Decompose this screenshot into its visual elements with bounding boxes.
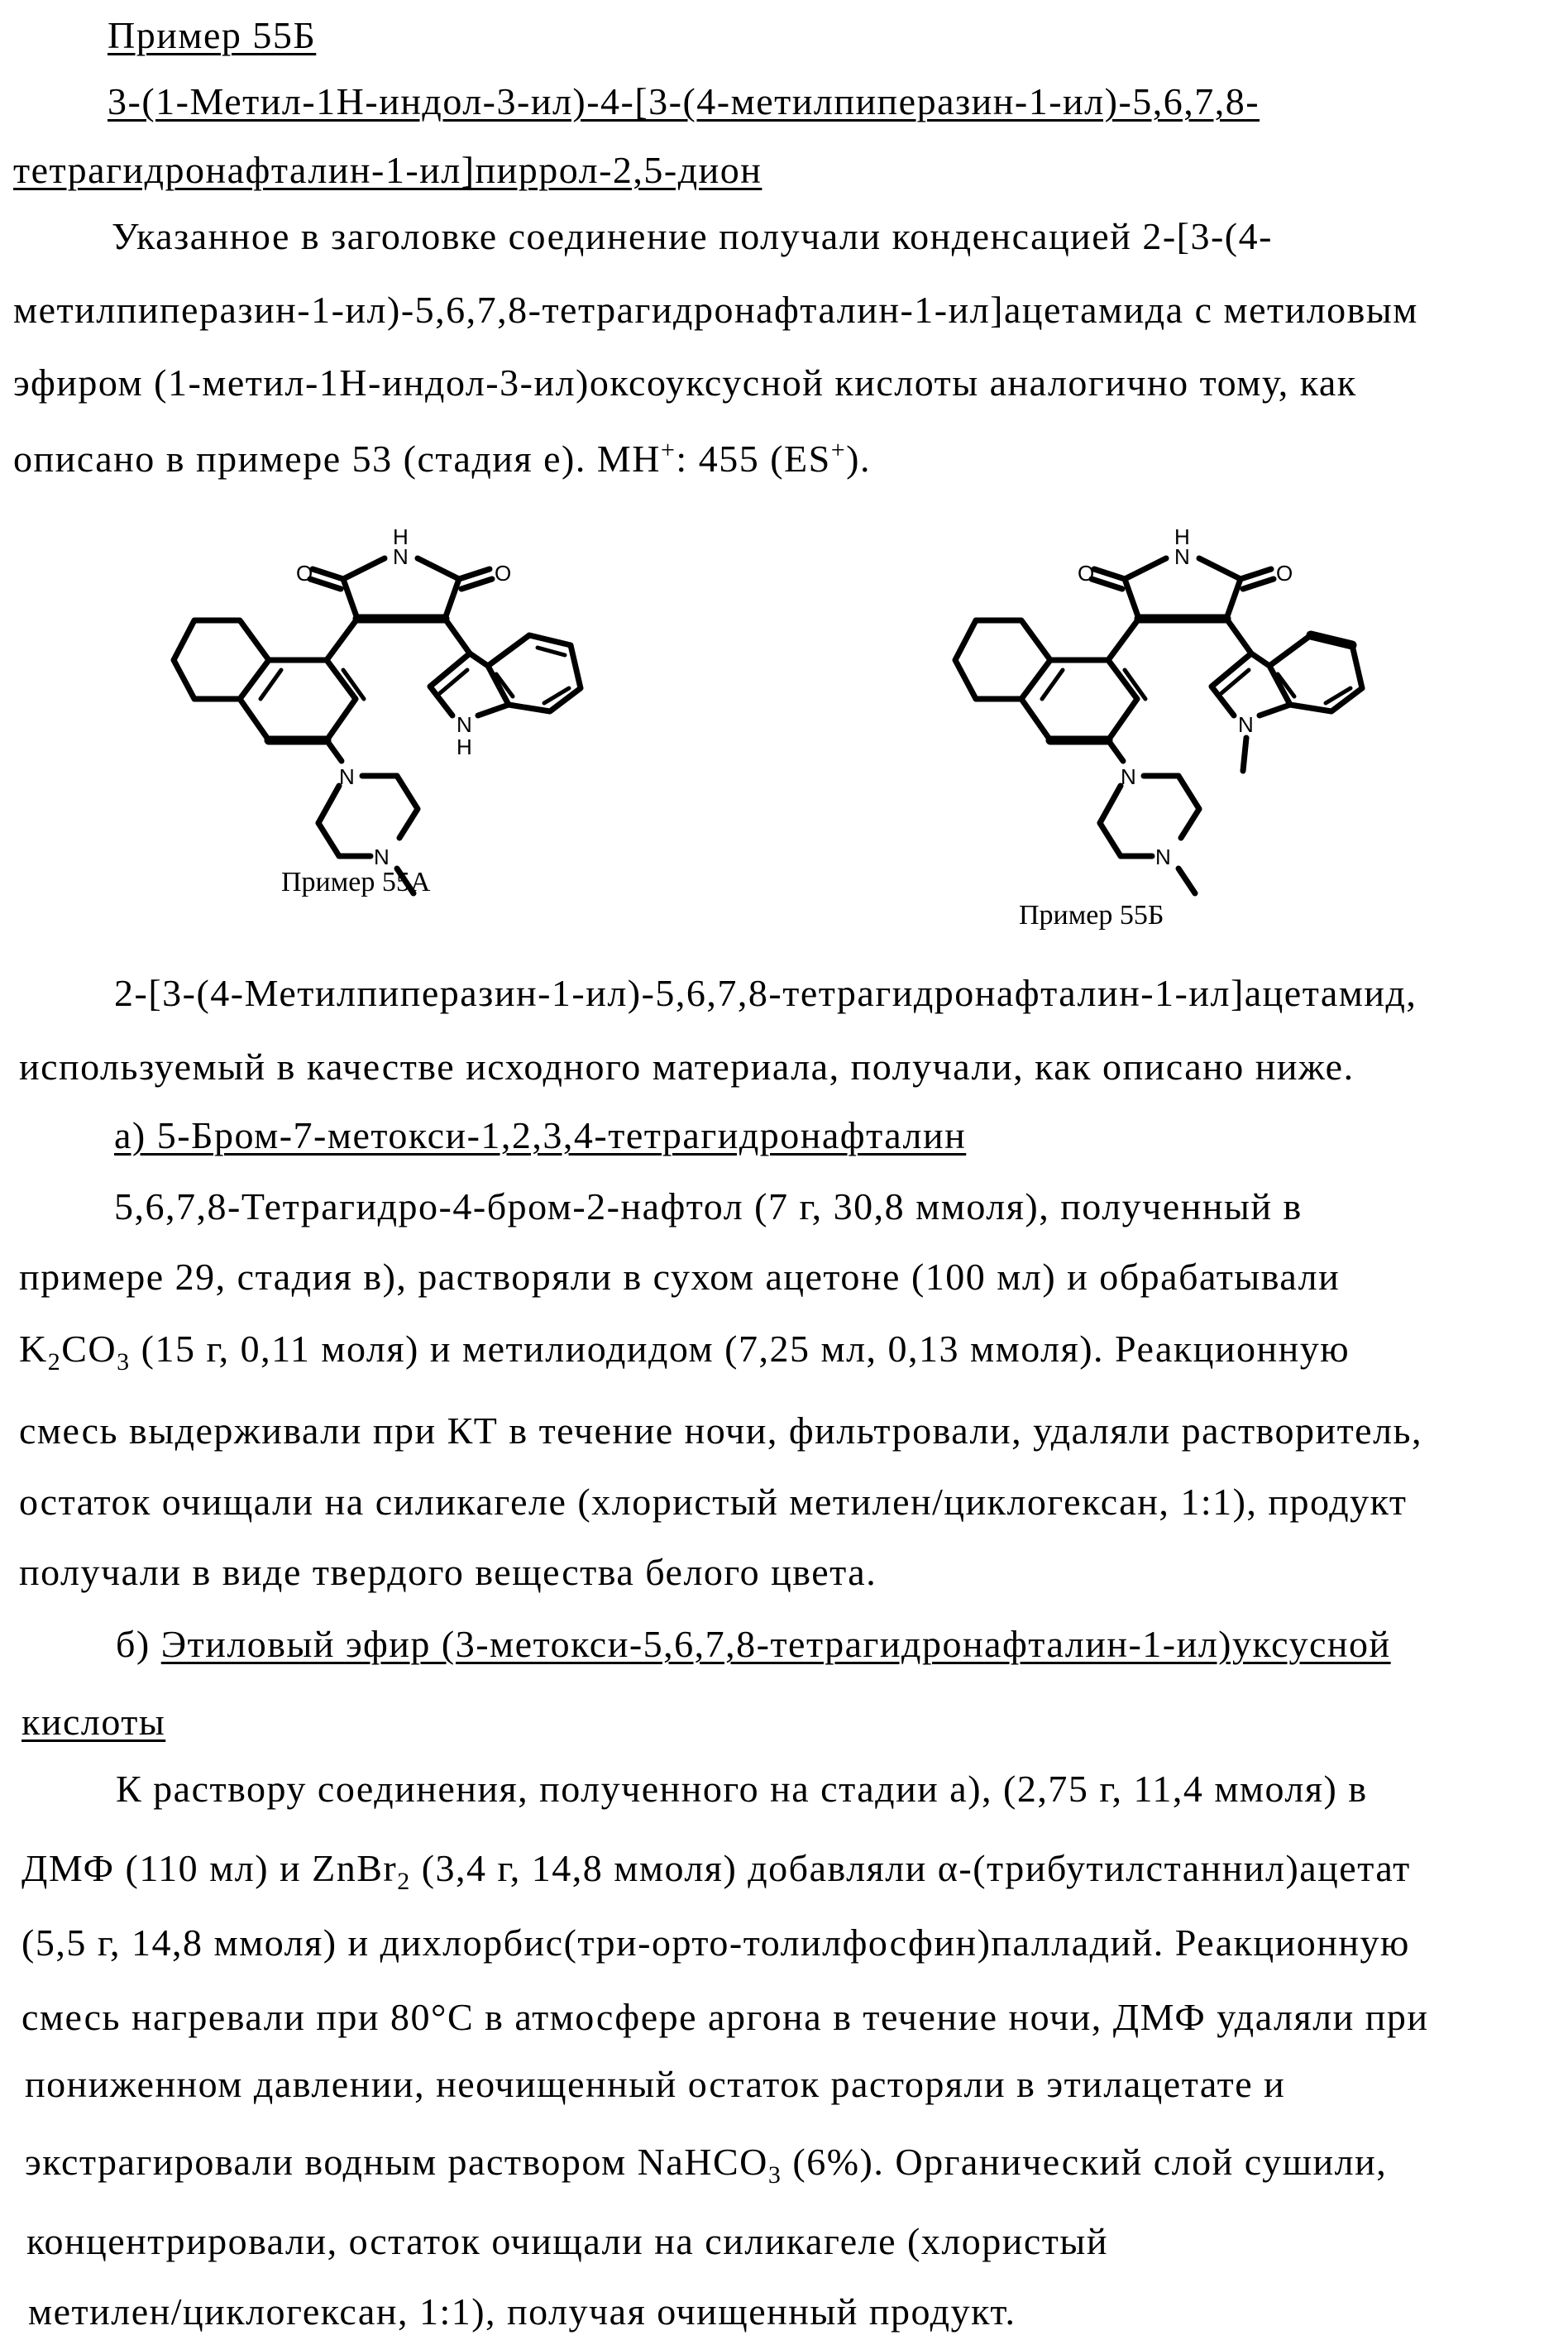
step-a-line-3 xyxy=(19,1330,1350,1368)
atom-piperazine-n1: N xyxy=(339,764,355,789)
atom-o-right: O xyxy=(495,561,511,586)
atom-indole-h: H xyxy=(457,735,472,759)
intro-line-1: Указанное в заголовке соединение получали конденсацией 2-[3-(4- xyxy=(112,218,1273,256)
step-b-line-8: метилен/циклогексан, 1:1), получая очищенный продукт. xyxy=(28,2293,1016,2331)
formula-k: K xyxy=(19,1328,48,1370)
step-b-line-6-a: экстрагировали водным раствором NaHCO xyxy=(25,2141,768,2183)
step-a-line-2: примере 29, стадия в), растворяли в сухом ацетоне (100 мл) и обрабатывали xyxy=(19,1258,1340,1296)
step-a-line-1: 5,6,7,8-Тетрагидро-4-бром-2-нафтол (7 г, 30,8 ммоля), полученный в xyxy=(114,1188,1303,1226)
atom-o-left: O xyxy=(1078,561,1094,586)
step-a-title: а) 5-Бром-7-метокси-1,2,3,4-тетрагидронафталин xyxy=(114,1117,966,1155)
step-b-line-6 xyxy=(25,2143,1387,2181)
step-b-prefix: б) xyxy=(116,1623,161,1665)
intro-line-4 xyxy=(13,440,871,478)
step-b-line-6-b: (6%). Органический слой сушили, xyxy=(782,2141,1387,2183)
atom-imide-n: N xyxy=(1174,544,1190,569)
structure-caption-55a: Пример 55А xyxy=(281,869,430,897)
atom-imide-h: H xyxy=(1174,524,1190,549)
subscript: 2 xyxy=(397,1868,411,1895)
superscript-plus: + xyxy=(831,437,846,464)
intro-line-2: метилпиперазин-1-ил)-5,6,7,8-тетрагидронафталин-1-ил]ацетамида с метиловым xyxy=(13,291,1418,329)
subscript: 2 xyxy=(48,1348,62,1376)
step-b-line-3: (5,5 г, 14,8 ммоля) и дихлорбис(три-орто-толилфосфин)палладий. Реакционную xyxy=(22,1924,1410,1962)
subscript: 3 xyxy=(768,2161,782,2189)
intro-line-4-a: описано в примере 53 (стадия е). МН xyxy=(13,438,661,480)
atom-o-left: O xyxy=(296,561,313,586)
step-a-line-3-rest: (15 г, 0,11 моля) и метилиодидом (7,25 мл, 0,13 ммоля). Реакционную xyxy=(131,1328,1350,1370)
step-b-line-2 xyxy=(22,1850,1411,1888)
step-b-title-line-1 xyxy=(116,1625,1391,1663)
atom-piperazine-n4: N xyxy=(1155,845,1171,869)
subscript: 3 xyxy=(117,1348,131,1376)
atom-piperazine-n1: N xyxy=(1121,764,1136,789)
atom-indole-n: N xyxy=(457,712,472,737)
atom-imide-h: H xyxy=(393,524,409,549)
intro-line-4-b: : 455 (ES xyxy=(676,438,830,480)
step-a-line-6: получали в виде твердого вещества белого цвета. xyxy=(19,1553,877,1591)
atom-imide-n: N xyxy=(393,544,409,569)
intro-line-3: эфиром (1-метил-1Н-индол-3-ил)оксоуксусной кислоты аналогично тому, как xyxy=(13,364,1357,402)
compound-name-line-2: тетрагидронафталин-1-ил]пиррол-2,5-дион xyxy=(13,151,762,189)
atom-o-right: O xyxy=(1276,561,1293,586)
starting-material-line-2: используемый в качестве исходного материала, получали, как описано ниже. xyxy=(19,1048,1355,1086)
step-b-title: Этиловый эфир (3-метокси-5,6,7,8-тетрагидронафталин-1-ил)уксусной xyxy=(161,1623,1391,1665)
step-b-line-1: К раствору соединения, полученного на стадии а), (2,75 г, 11,4 ммоля) в xyxy=(116,1770,1368,1808)
compound-name-line-1: 3-(1-Метил-1Н-индол-3-ил)-4-[3-(4-метилпиперазин-1-ил)-5,6,7,8- xyxy=(108,83,1260,121)
structure-caption-55b: Пример 55Б xyxy=(1019,902,1164,930)
step-a-line-4: смесь выдерживали при КТ в течение ночи, фильтровали, удаляли растворитель, xyxy=(19,1412,1422,1450)
step-b-line-4: смесь нагревали при 80°C в атмосфере аргона в течение ночи, ДМФ удаляли при xyxy=(22,1998,1428,2036)
superscript-plus: + xyxy=(661,437,676,464)
chemical-structure-55a xyxy=(223,513,620,869)
atom-indole-n: N xyxy=(1238,712,1254,737)
intro-line-4-c: ). xyxy=(846,438,871,480)
chemical-structure-55b xyxy=(1005,513,1402,869)
step-b-title-line-2: кислоты xyxy=(22,1703,165,1741)
starting-material-line-1: 2-[3-(4-Метилпиперазин-1-ил)-5,6,7,8-тетрагидронафталин-1-ил]ацетамид, xyxy=(114,974,1417,1012)
step-a-line-5: остаток очищали на силикагеле (хлористый метилен/циклогексан, 1:1), продукт xyxy=(19,1483,1407,1521)
example-title: Пример 55Б xyxy=(108,17,316,55)
step-b-line-7: концентрировали, остаток очищали на силикагеле (хлористый xyxy=(26,2223,1108,2261)
step-b-line-2-a: ДМФ (110 мл) и ZnBr xyxy=(22,1847,397,1889)
step-b-line-2-b: (3,4 г, 14,8 ммоля) добавляли α-(трибутилстаннил)ацетат xyxy=(411,1847,1411,1889)
formula-co: CO xyxy=(61,1328,117,1370)
step-b-line-5: пониженном давлении, неочищенный остаток расторяли в этилацетате и xyxy=(25,2065,1285,2103)
atom-piperazine-n4: N xyxy=(374,845,390,869)
